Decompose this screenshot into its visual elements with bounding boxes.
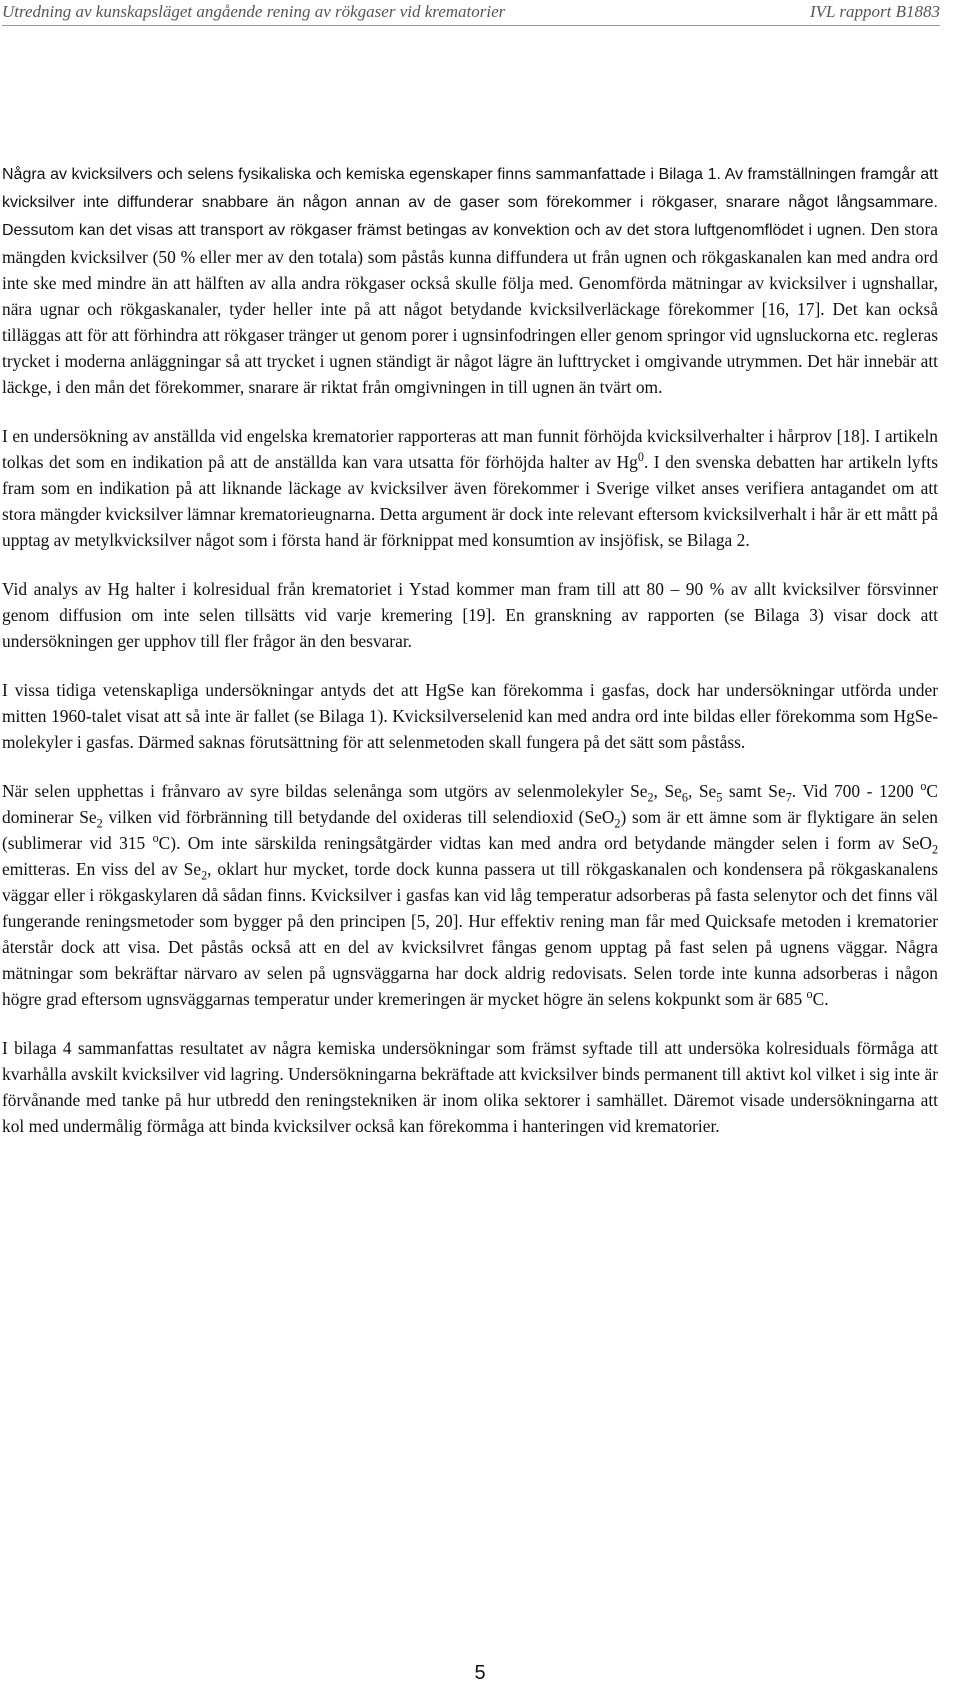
paragraph-hair-samples-a: I en undersökning av anställda vid engelska krematorier rapporteras att man funnit förhöjda kvicksilverhalter i hårprov [18]. I artikeln tolkas det som en indikation på att de anställda kan vara utsatta för förhöjda halter av Hg [2, 426, 938, 472]
subscript: 2 [614, 816, 621, 831]
paragraph-selenium-vapor [2, 778, 938, 1012]
text: , Se [687, 781, 717, 801]
subscript: 7 [785, 790, 792, 805]
superscript: 0 [637, 450, 644, 465]
superscript: o [806, 987, 813, 1002]
paragraph-hair-samples [2, 423, 938, 553]
subscript: 2 [201, 868, 208, 883]
superscript: o [152, 831, 159, 846]
paragraph-ystad-analysis: Vid analys av Hg halter i kolresidual från krematoriet i Ystad kommer man fram till att 80 – 90 % av allt kvicksilver försvinner genom diffusion om inte selen tillsätts vid varje kremering [19]. En granskning av rapporten (se Bilaga 3) visar dock att undersökningen ger upphov till fler frågor än den besvarar. [2, 579, 938, 651]
paragraph-properties [2, 160, 938, 400]
text: C. [812, 989, 829, 1009]
paragraph-properties-sans: Några av kvicksilvers och selens fysikaliska och kemiska egenskaper finns sammanfattade i Bilaga 1. Av framställningen framgår att kvicksilver inte diffunderar snabbare än någon annan av de gaser som förekommer i rökgaser, snarare något långsammare. Dessutom kan det visas att transport av rökgaser främst betingas av konvektion och av det stora luftgenomflödet i ugnen. [2, 166, 938, 239]
text: C). Om inte särskilda reningsåtgärder vidtas kan med andra ord betydande mängder selen i form av SeO [158, 833, 932, 853]
text: ) som är ett ämne som är flyktigare än selen (sublimerar vid 315 [2, 807, 938, 853]
text: samt Se [722, 781, 786, 801]
header-rule [2, 25, 940, 26]
subscript: 2 [931, 842, 939, 857]
page-number: 5 [474, 1662, 486, 1684]
text: , Se [653, 781, 682, 801]
subscript: 5 [716, 790, 723, 805]
document-body [2, 160, 938, 1162]
header-report-number: IVL rapport B1883 [809, 2, 940, 21]
page-header [0, 0, 960, 30]
paragraph-hair-samples-b: . I den svenska debatten har artikeln lyfts fram som en indikation på att liknande läckage av kvicksilver även förekommer i Sverige vilket anses verifiera antagandet om att stora mängder kvicksilver lämnar krematorieugnarna. Detta argument är dock inte relevant eftersom kvicksilverhalt i hår är ett mått på upptag av metylkvicksilver något som i första hand är förknippat med konsumtion av insjöfisk, se Bilaga 2. [2, 452, 938, 550]
subscript: 6 [681, 790, 688, 805]
text: emitteras. En viss del av Se [2, 859, 202, 879]
paragraph-hgse: I vissa tidiga vetenskapliga undersökningar antyds det att HgSe kan förekomma i gasfas, dock har undersökningar utförda under mitten 1960-talet visat att så inte är fallet (se Bilaga 1). Kvicksilverselenid kan med andra ord inte bildas eller förekomma som HgSe-molekyler i gasfas. Därmed saknas förutsättning för att selenmetoden skall fungera på det sätt som påståss. [2, 680, 938, 752]
text: , oklart hur mycket, torde dock kunna passera ut till rökgaskanalen och kondensera på rökgaskanalens väggar eller i rökgaskylaren då sådan finns. Kvicksilver i gasfas kan vid låg temperatur adsorberas på fasta selenytor och det finns väl fungerande reningsmetoder som bygger på den principen [5, 20]. Hur effektiv rening man får med Quicksafe metoden i krematorier återstår dock att visa. Det påstås också att en del av kvicksilvret fångas genom upptag på fast selen på ugnens väggar. Några mätningar som bekräftar närvaro av selen på ugnsväggarna har dock aldrig redovisats. Selen torde inte kunna adsorberas i någon högre grad eftersom ugnsväggarnas temperatur under kremeringen är mycket högre än selens kokpunkt som är 685 [2, 859, 938, 1009]
paragraph-properties-serif: Den stora mängden kvicksilver (50 % eller mer av den totala) som påstås kunna diffundera ut från ugnen och rökgaskanalen kan med andra ord inte ske med mindre än att hälften av alla andra rökgaser också skulle följa med. Genomförda mätningar av kvicksilver i ugnshallar, nära ugnar och rökgaskanaler, tyder heller inte på att något betydande kvicksilverläckage förekommer [16, 17]. Det kan också tilläggas att för att förhindra att rökgaser tränger ut genom porer i ugnsinfodringen eller genom springor vid ugnsluckorna etc. regleras trycket i moderna anläggningar så att trycket i ugnen ständigt är något lägre än lufttrycket i omgivande utrymmen. Det här innebär att läckge, i den mån det förekommer, snarare är riktat från omgivningen in till ugnen än tvärt om. [2, 219, 938, 397]
superscript: o [920, 779, 927, 794]
subscript: 2 [96, 816, 103, 831]
text: C dominerar Se [2, 781, 938, 827]
text: . Vid 700 - 1200 [791, 781, 921, 801]
header-title: Utredning av kunskapsläget angående rening av rökgaser vid krematorier [2, 2, 506, 21]
paragraph-bilaga-4: I bilaga 4 sammanfattas resultatet av några kemiska undersökningar som främst syftade till att undersöka kolresiduals förmåga att kvarhålla avskilt kvicksilver vid lagring. Undersökningarna bekräftade att kvicksilver binds permanent till aktivt kol vilket i sig inte är förvånande med tanke på hur utbredd den reningstekniken är inom olika sektorer i samhället. Däremot visade undersökningarna att kol med undermålig förmåga att binda kvicksilver också kan förekomma i hanteringen vid krematorier. [2, 1038, 938, 1136]
text: När selen upphettas i frånvaro av syre bildas selenånga som utgörs av selenmolekyler Se [2, 781, 648, 801]
text: vilken vid förbränning till betydande del oxideras till selendioxid (SeO [102, 807, 615, 827]
subscript: 2 [647, 790, 654, 805]
